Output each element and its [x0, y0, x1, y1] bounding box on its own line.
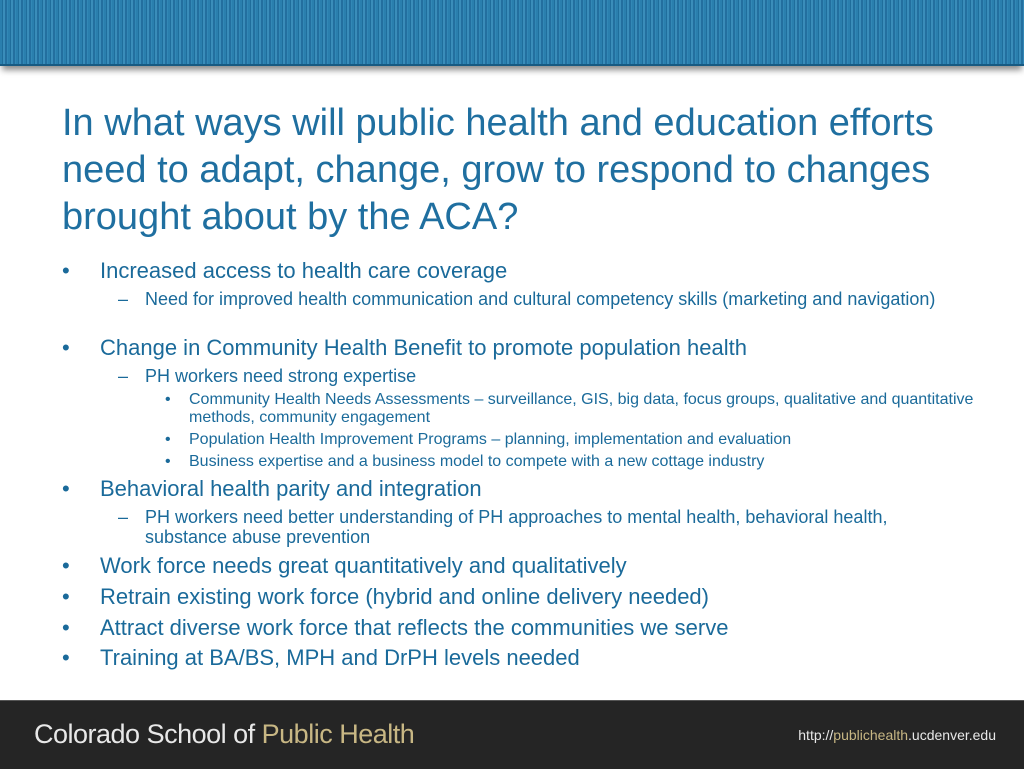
bullet-text: Attract diverse work force that reflects the communities we serve — [100, 615, 729, 640]
bullet-marker: • — [62, 553, 70, 578]
bullet-marker: • — [62, 615, 70, 640]
header-banner — [0, 0, 1024, 66]
bullet-marker: • — [62, 584, 70, 609]
url-prefix: http:// — [798, 727, 834, 743]
bullet-text: Training at BA/BS, MPH and DrPH levels needed — [100, 645, 580, 670]
footer — [0, 700, 1024, 769]
bullet-marker: • — [165, 453, 171, 470]
bullet-text: Work force needs great quantitatively and qualitatively — [100, 553, 627, 578]
url-suffix: .ucdenver.edu — [908, 727, 996, 743]
bullet-text: Increased access to health care coverage — [100, 258, 508, 283]
bullet-marker: – — [118, 366, 129, 386]
bullet-text: PH workers need strong expertise — [145, 366, 417, 386]
bullet-marker: • — [62, 476, 70, 501]
bullet-text: Community Health Needs Assessments – surveillance, GIS, big data, focus groups, qualitative and quantitative methods, community engagement — [189, 391, 974, 426]
bullet-marker: • — [165, 391, 171, 408]
brand-bold: Public Health — [261, 719, 415, 749]
bullet-marker: • — [62, 258, 70, 283]
brand-prefix: Colorado School of — [34, 719, 262, 749]
bullet-marker: – — [118, 507, 129, 527]
school-logo-text — [34, 719, 414, 750]
bullet-marker: • — [62, 335, 70, 360]
bullet-marker: • — [62, 645, 70, 670]
bullet-text: Population Health Improvement Programs – planning, implementation and evaluation — [189, 431, 792, 448]
bullet-text: Business expertise and a business model to compete with a new cottage industry — [189, 453, 765, 470]
bullet-text: Need for improved health communication and cultural competency skills (marketing and navigation) — [145, 289, 936, 309]
bullet-marker: – — [118, 289, 129, 309]
bullet-text: PH workers need better understanding of PH approaches to mental health, behavioral health, substance abuse prevention — [145, 507, 888, 547]
bullet-text: Change in Community Health Benefit to promote population health — [100, 335, 747, 360]
website-link[interactable] — [798, 727, 996, 743]
bullet-marker: • — [165, 431, 171, 448]
slide-title: In what ways will public health and education efforts need to adapt, change, grow to respond to changes brought about by the ACA? — [62, 102, 934, 238]
url-highlight: publichealth — [833, 727, 909, 743]
bullet-text: Behavioral health parity and integration — [100, 476, 482, 501]
bullet-text: Retrain existing work force (hybrid and online delivery needed) — [100, 584, 709, 609]
